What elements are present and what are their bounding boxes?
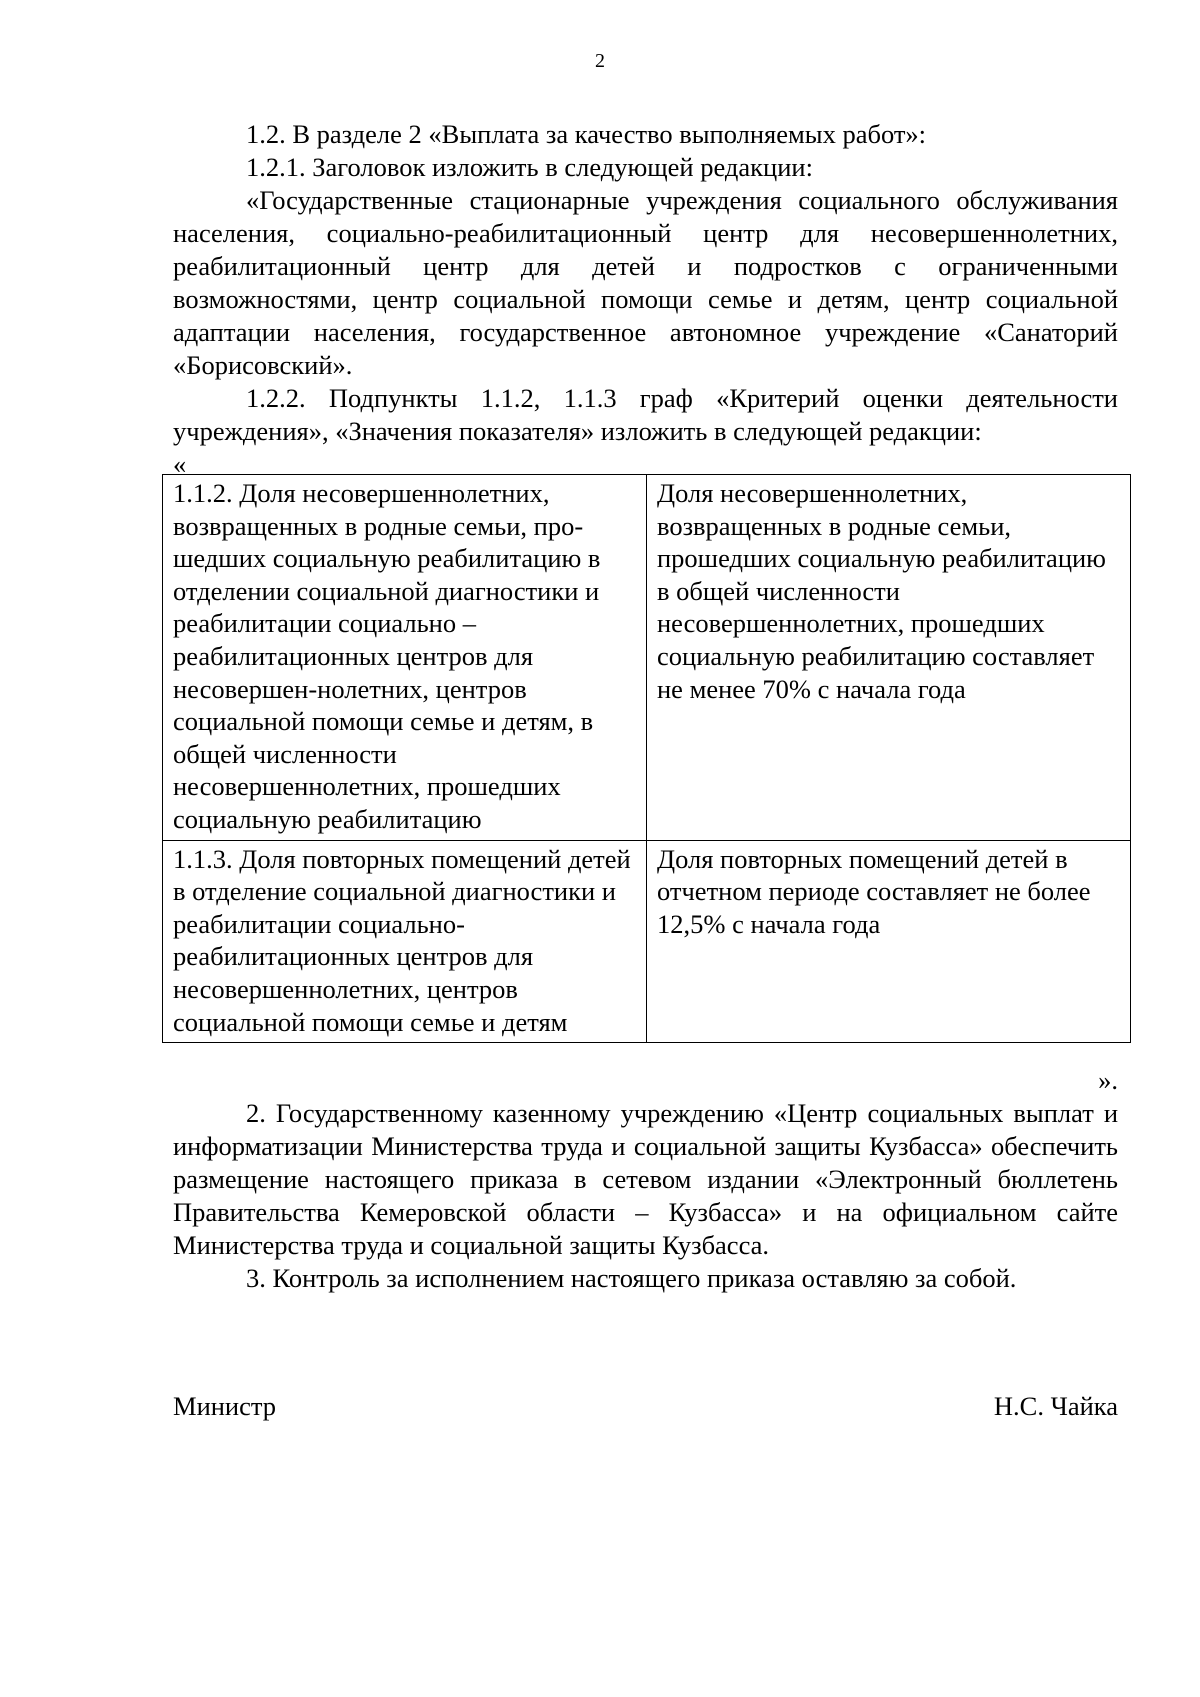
- paragraph-2: 2. Государственному казенному учреждению «Центр социальных выплат и информатизации Министерства труда и социальной защиты Кузбасса» обеспечить размещение настоящего приказа в сетевом издании «Электронный бюллетень Правительства Кемеровской области – Кузбасса» и на официальном сайте Министерства труда и социальной защиты Кузбасса.: [173, 1098, 1118, 1260]
- closing-section: [173, 1097, 1118, 1295]
- paragraph-1-2: 1.2. В разделе 2 «Выплата за качество выполняемых работ»:: [246, 119, 927, 149]
- indicator-value-cell: Доля несовершеннолетних, возвращенных в родные семьи, прошедших социальную реабилитацию в общей численности несовершеннолетних, прошедших социальную реабилитацию составляет не менее 70% с начала года: [647, 475, 1131, 841]
- signatory-position: Министр: [173, 1391, 277, 1421]
- criterion-cell: 1.1.2. Доля несовершеннолетних, возвращенных в родные семьи, про-шедших социальную реабилитацию в отделении социальной диагностики и реабилитации социально – реабилитационных центров для несовершен-нолетних, центров социальной помощи семье и детям, в общей численности несовершеннолетних, прошедших социальную реабилитацию: [163, 475, 647, 841]
- paragraph-title-text: «Государственные стационарные учреждения социального обслуживания населения, социально-реабилитационный центр для несовершеннолетних, реабилитационный центр для детей и подростков с ограниченными возможностями, центр социальной помощи семье и детям, центр социальной адаптации населения, государственное автономное учреждение «Санаторий «Борисовский».: [173, 185, 1118, 380]
- page-number: 2: [595, 50, 605, 72]
- criteria-table: [162, 474, 1131, 1043]
- signatory-name: Н.С. Чайка: [993, 1391, 1118, 1421]
- table-row: [163, 840, 1131, 1043]
- opening-quote: «: [173, 449, 187, 479]
- section-intro: [173, 118, 1118, 481]
- paragraph-1-2-2: 1.2.2. Подпункты 1.1.2, 1.1.3 граф «Критерий оценки деятельности учреждения», «Значения показателя» изложить в следующей редакции:: [173, 383, 1118, 446]
- indicator-value-cell: Доля повторных помещений детей в отчетном периоде составляет не более 12,5% с начала года: [647, 840, 1131, 1043]
- criterion-cell: 1.1.3. Доля повторных помещений детей в отделение социальной диагностики и реабилитации социально-реабилитационных центров для несовершеннолетних, центров социальной помощи семье и детям: [163, 840, 647, 1043]
- paragraph-3: 3. Контроль за исполнением настоящего приказа оставляю за собой.: [246, 1263, 1017, 1293]
- table-row: [163, 475, 1131, 841]
- closing-quote: ».: [1098, 1065, 1118, 1095]
- paragraph-1-2-1: 1.2.1. Заголовок изложить в следующей редакции:: [246, 152, 813, 182]
